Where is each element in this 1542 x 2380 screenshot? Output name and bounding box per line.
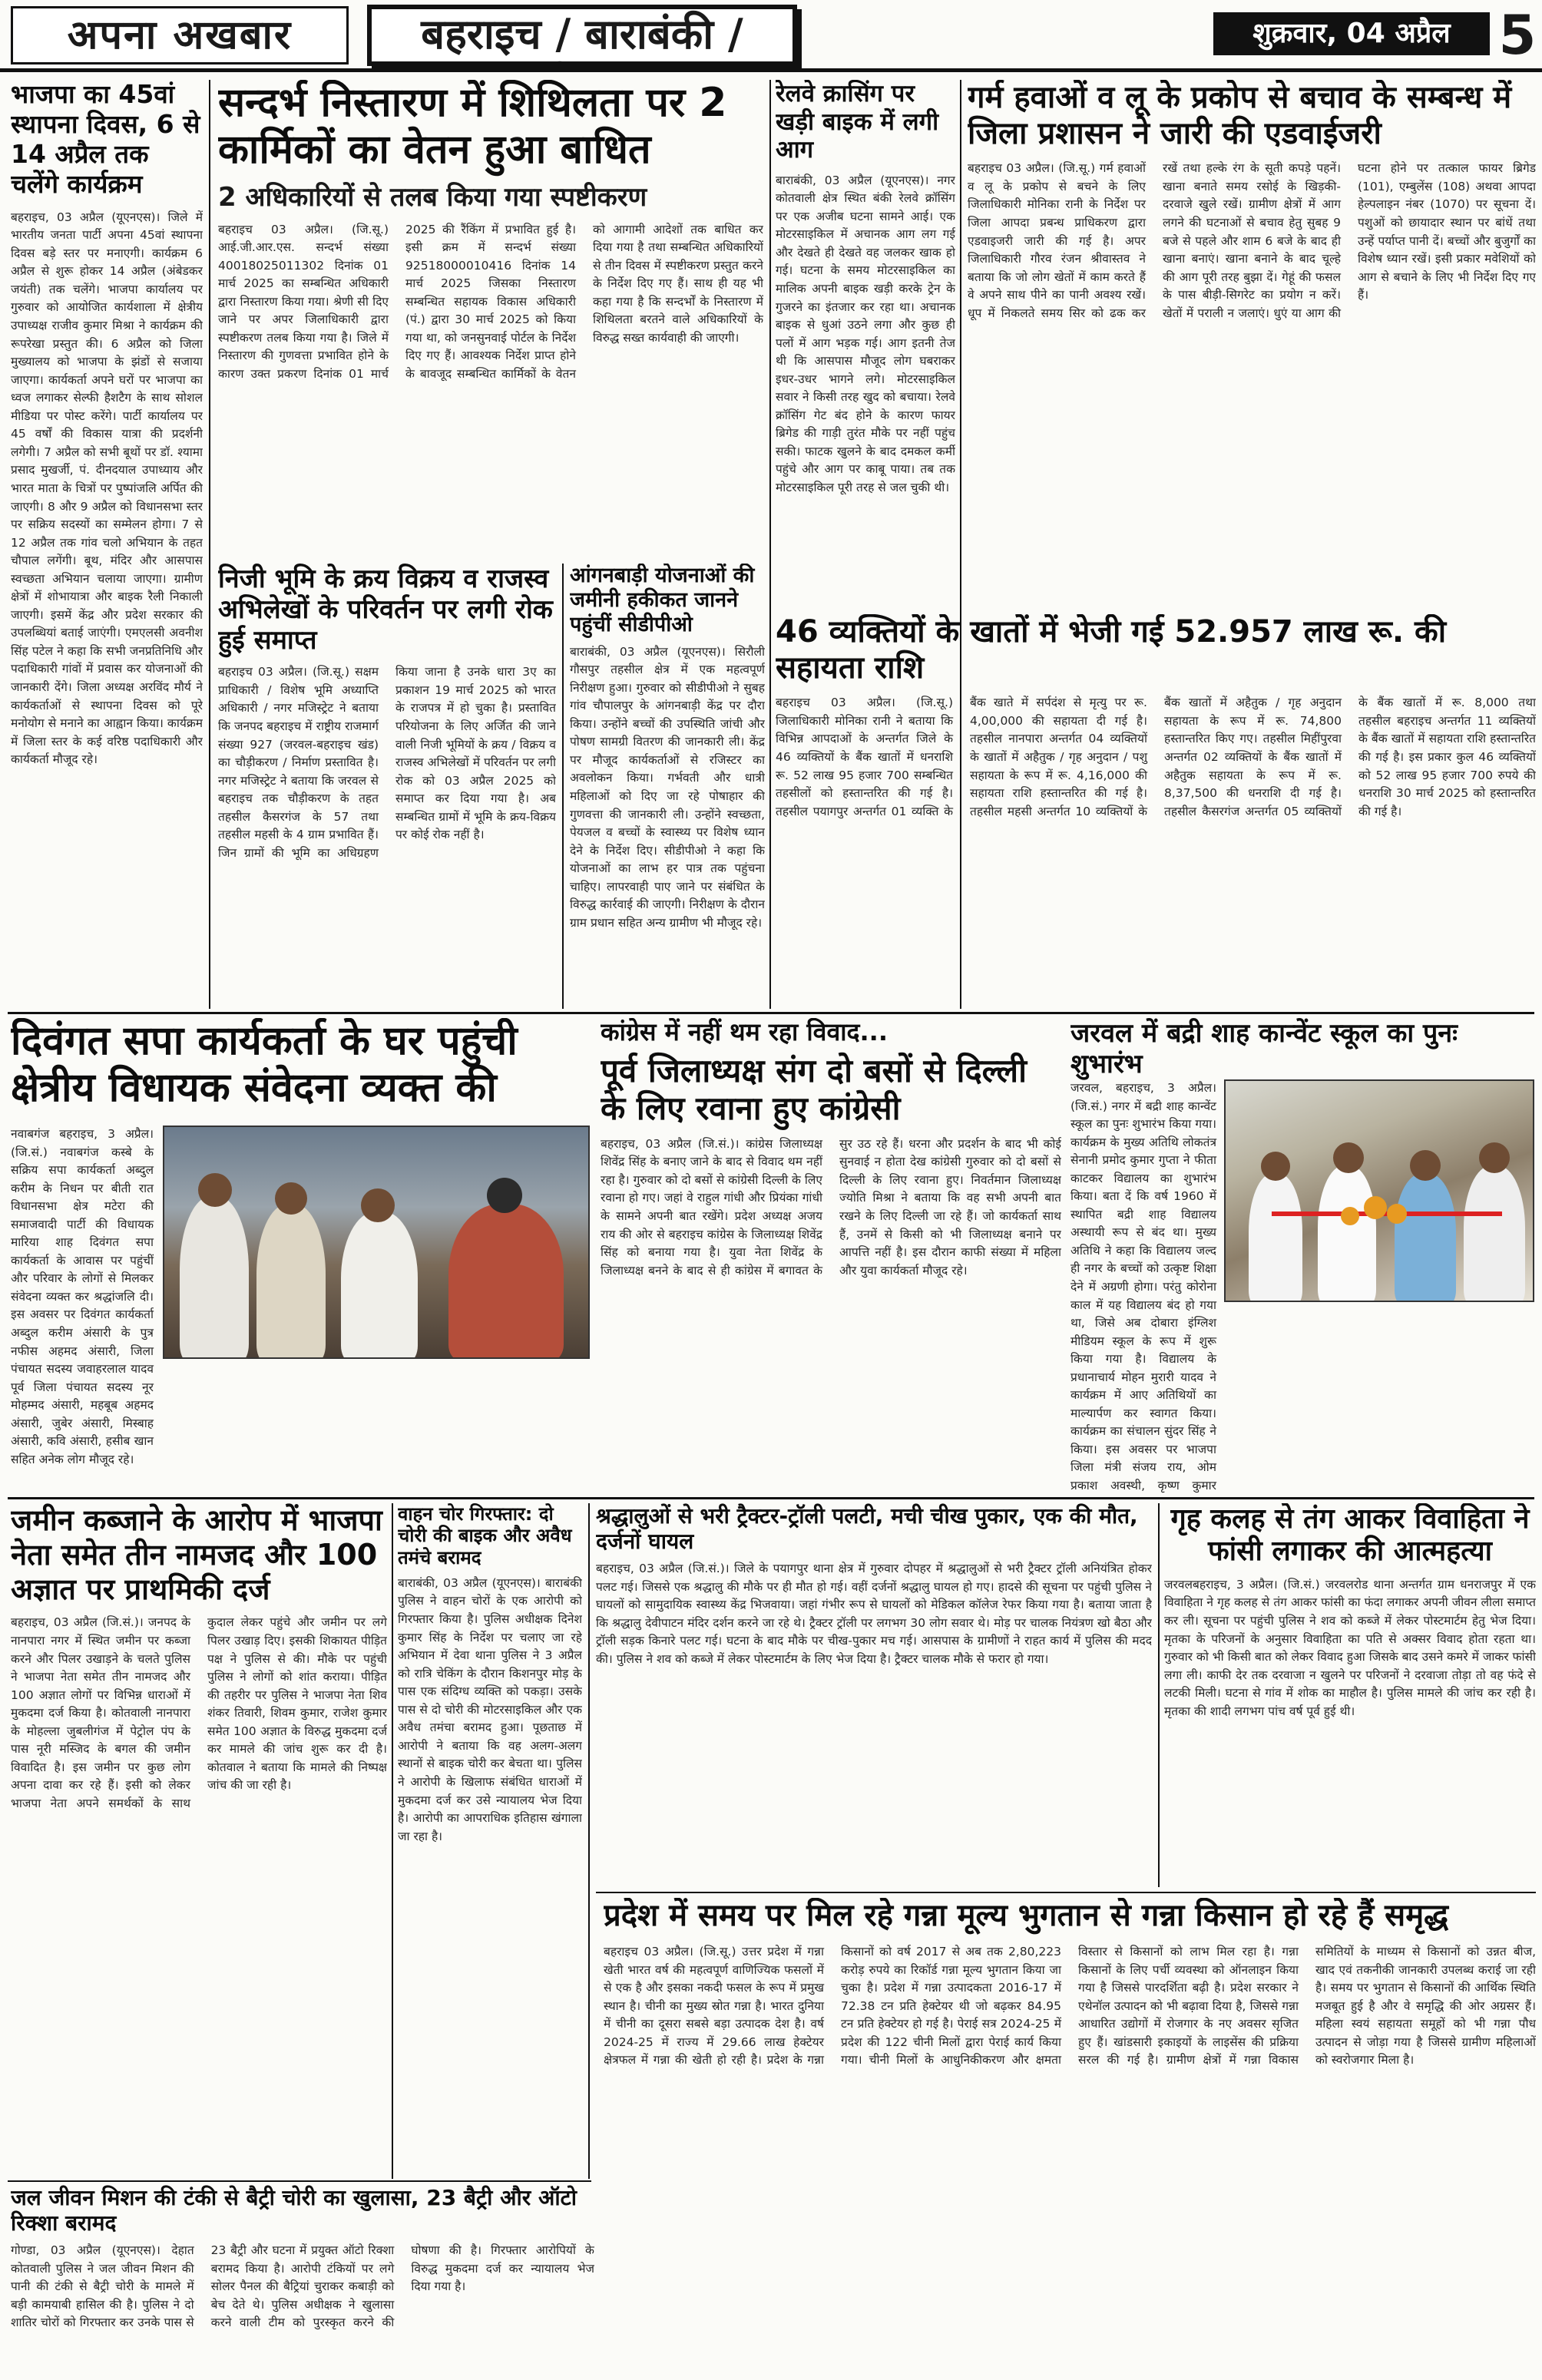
article-body: बाराबंकी, 03 अप्रैल (यूएनएस)। बाराबंकी पुलिस ने वाहन चोरों के एक आरोपी को गिरफ्तार किया है। पुलिस अधीक्षक दिनेश कुमार सिंह के निर्देश पर चलाए जा रहे अभियान में देवा थाना पुलिस ने 3 अप्रैल को रात्रि चेकिंग के दौरान किशनपुर मोड़ के पास एक संदिग्ध व्यक्ति को पकड़ा। उसके पास से दो चोरी की मोटरसाइकिल और एक अवैध तमंचा बरामद हुआ। पूछताछ में आरोपी ने बताया कि वह अलग-अलग स्थानों से बाइक चोरी कर बेचता था। पुलिस ने आरोपी के खिलाफ संबंधित धाराओं में मुकदमा दर्ज कर उसे न्यायालय भेज दिया है। आरोपी का आपराधिक इतिहास खंगाला जा रहा है। xyxy=(398,1575,582,1843)
article-body: बहराइच, 03 अप्रैल (जि.सं.)। जनपद के नानपारा नगर में स्थित जमीन पर कब्जा करने और पिलर उखाड़ने के चलते पुलिस ने भाजपा नेता समेत तीन नामजद और 100 अज्ञात लोगों पर विभिन्न धाराओं में मुकदमा दर्ज किया है। कोतवाली नानपारा के मोहल्ला जुबलीगंज में पेट्रोल पंप के पास नूरी मस्जिद के बगल की जमीन विवादित है। इस जमीन पर कुछ लोग अपना दावा कर रहे हैं। इसी को लेकर भाजपा नेता अपने समर्थकों के साथ कुदाल लेकर पहुंचे और जमीन पर लगे पिलर उखाड़ दिए। इसकी शिकायत पीड़ित पक्ष ने पुलिस से की। मौके पर पहुंची पुलिस ने लोगों को शांत कराया। पीड़ित की तहरीर पर पुलिस ने भाजपा नेता शिव शंकर तिवारी, शिवम कुमार, राजेश कुमार समेत 100 अज्ञात के विरुद्ध मुकदमा दर्ज कर मामले की जांच शुरू कर दी है। कोतवाल ने बताया कि मामले की निष्पक्ष जांच की जा रही है। xyxy=(11,1615,387,1810)
article-body: बहराइच, 03 अप्रैल (यूएनएस)। जिले में भारतीय जनता पार्टी अपना 45वां स्थापना दिवस बड़े स्तर पर मनाएगी। कार्यक्रम 6 अप्रैल से शुरू होकर 14 अप्रैल (अंबेडकर जयंती) तक चलेंगे। भाजपा कार्यालय पर गुरुवार को आयोजित कार्यशाला में क्षेत्रीय उपाध्यक्ष राजीव कुमार मिश्रा ने कार्यक्रम की रूपरेखा प्रस्तुत की। 6 अप्रैल को जिला मुख्यालय को भाजपा के झंडों से सजाया जाएगा। कार्यकर्ता अपने घरों पर भाजपा का ध्वज लगाकर सेल्फी हैशटैग के साथ सोशल मीडिया पर पोस्ट करेंगे। पार्टी कार्यालय पर 45 वर्षों की विकास यात्रा की प्रदर्शनी लगेगी। 7 अप्रैल को सभी बूथों पर डॉ. श्यामा प्रसाद मुखर्जी, पं. दीनदयाल उपाध्याय और भारत माता के चित्रों पर पुष्पांजलि अर्पित की जाएगी। 8 और 9 अप्रैल को विधानसभा स्तर पर सक्रिय सदस्यों का सम्मेलन होगा। 7 से 12 अप्रैल तक गांव चलो अभियान के तहत चौपाल लगेंगी। बूथ, मंदिर और आसपास स्वच्छता अभियान चलाया जाएगा। ग्रामीण क्षेत्रों में शोभायात्रा और बाइक रैली निकाली जाएगी। इसमें केंद्र और प्रदेश सरकार की उपलब्धियां बताई जाएंगी। एमएलसी अवनीश सिंह पटेल ने कहा कि सभी जनप्रतिनिधि और पदाधिकारी गांवों में प्रवास कर योजनाओं की जानकारी देंगे। जिला अध्यक्ष अरविंद मौर्य ने कार्यकर्ताओं से स्थापना दिवस को पूरे मनोयोग से मनाने का आह्वान किया। कार्यक्रम में जिला स्तर के कई वरिष्ठ पदाधिकारी और कार्यकर्ता मौजूद रहे। xyxy=(11,210,203,767)
headline: भाजपा का 45वां स्थापना दिवस, 6 से 14 अप्रैल तक चलेंगे कार्यक्रम xyxy=(11,80,200,199)
masthead xyxy=(0,0,1542,72)
column-rule xyxy=(562,564,564,1009)
heat-story xyxy=(968,80,1536,617)
land-grab-story xyxy=(11,1503,387,2179)
kicker: कांग्रेस में नहीं थम रहा विवाद... xyxy=(601,1018,888,1046)
battery-story xyxy=(11,2185,594,2377)
headline: प्रदेश में समय पर मिल रहे गन्ना मूल्य भुगतान से गन्ना किसान हो रहे हैं समृद्ध xyxy=(604,1898,1449,1933)
headline: निजी भूमि के क्रय विक्रय व राजस्व अभिलेखों के परिवर्तन पर लगी रोक हुई समाप्त xyxy=(218,564,553,656)
article-body: गोण्डा, 03 अप्रैल (यूएनएस)। देहात कोतवाली पुलिस ने जल जीवन मिशन की पानी की टंकी से बैट्री चोरी के मामले में बड़ी कामयाबी हासिल की है। पुलिस ने दो शातिर चोरों को गिरफ्तार कर उनके पास से 23 बैट्री और घटना में प्रयुक्त ऑटो रिक्शा बरामद किया है। आरोपी टंकियों पर लगे सोलर पैनल की बैट्रियां चुराकर कबाड़ी को बेच देते थे। पुलिस अधीक्षक ने खुलासा करने वाली टीम को पुरस्कृत करने की घोषणा की है। गिरफ्तार आरोपियों के विरुद्ध मुकदमा दर्ज कर न्यायालय भेज दिया गया है। xyxy=(11,2243,594,2330)
article-body: बहराइच, 03 अप्रैल (जि.सं.)। कांग्रेस जिलाध्यक्ष शिवेंद्र सिंह के बनाए जाने के बाद से विवाद थम नहीं रहा है। गुरुवार को दो बसों से कांग्रेसी दिल्ली के लिए रवाना हो गए। जहां वे राहुल गांधी और प्रियंका गांधी के सामने अपनी बात रखेंगे। प्रदेश अध्यक्ष अजय राय की ओर से बहराइच कांग्रेस के जिलाध्यक्ष शिवेंद्र सिंह को बनाया गया है। युवा नेता शिवेंद्र के जिलाध्यक्ष बनने के बाद से ही कांग्रेस में बगावत के सुर उठ रहे हैं। धरना और प्रदर्शन के बाद भी कोई सुनवाई न होता देख कांग्रेसी गुरुवार को दो बसों से दिल्ली के लिए रवाना हुए। निवर्तमान जिलाध्यक्ष ज्योति मिश्रा ने बताया कि वह सभी अपनी बात रखने के लिए दिल्ली जा रहे हैं। जो कार्यकर्ता साथ हैं, उनमें से किसी को भी जिलाध्यक्ष बनाने पर आपत्ति नहीं है। इस दौरान काफी संख्या में महिला और युवा कार्यकर्ता मौजूद रहे। xyxy=(601,1136,1061,1278)
sugarcane-story xyxy=(604,1898,1536,2377)
headline: आंगनबाड़ी योजनाओं की जमीनी हकीकत जानने पहुंचीं सीडीपीओ xyxy=(570,564,755,636)
column-rule xyxy=(769,80,771,1009)
salary-story xyxy=(218,80,763,556)
section-divider xyxy=(8,1012,1534,1014)
headline: जल जीवन मिशन की टंकी से बैट्री चोरी का खुलासा, 23 बैट्री और ऑटो रिक्शा बरामद xyxy=(11,2185,577,2236)
article-body: जरवलबहराइच, 3 अप्रैल। (जि.सं.) जरवलरोड थाना अन्तर्गत ग्राम धनराजपुर में एक विवाहिता ने गृह कलह से तंग आकर फांसी का फंदा लगाकर अपनी जीवन लीला समाप्त कर ली। सूचना पर पहुंची पुलिस ने शव को कब्जे में लेकर पोस्टमार्टम हेतु भेज दिया। मृतका के परिजनों के अनुसार विवाहिता का पति से अक्सर विवाद होता रहता था। गुरुवार को भी किसी बात को लेकर विवाद हुआ जिसके बाद उसने कमरे में जाकर फांसी लगा ली। काफी देर तक दरवाजा न खुलने पर परिजनों ने दरवाजा तोड़ा तो वह फंदे से लटकी मिली। घटना से गांव में शोक का माहौल है। पुलिस मामले की जांच कर रही है। मृतका की शादी लगभग पांच वर्ष पूर्व हुई थी। xyxy=(1164,1577,1536,1718)
headline: श्रद्धालुओं से भरी ट्रैक्टर-ट्रॉली पलटी, मची चीख पुकार, एक की मौत, दर्जनों घायल xyxy=(596,1503,1138,1555)
headline: वाहन चोर गिरफ्तार: दो चोरी की बाइक और अवैध तमंचे बरामद xyxy=(398,1503,572,1568)
section-divider xyxy=(596,1892,1536,1893)
article-body: बहराइच 03 अप्रैल। (जि.सू.) जिलाधिकारी मोनिका रानी ने बताया कि विभिन्न आपदाओं के अन्तर्गत जिले के 46 व्यक्तियों के बैंक खातों में धनराशि रू. 52 लाख 95 हजार 700 सम्बन्धित तहसीलों को हस्तान्तरित की गई है। तहसील पयागपुर अन्तर्गत 01 व्यक्ति के बैंक खाते में सर्पदंश से मृत्यु पर रू. 4,00,000 की सहायता दी गई है। तहसील नानपारा अन्तर्गत 04 व्यक्तियों के खातों में अहैतुक / गृह अनुदान / पशु सहायता के रूप में रू. 4,16,000 की सहायता राशि हस्तान्तरित की गई है। तहसील महसी अन्तर्गत 10 व्यक्तियों के बैंक खातों में अहैतुक / गृह अनुदान सहायता के रूप में रू. 74,800 हस्तान्तरित किए गए। तहसील मिहींपुरवा अन्तर्गत 02 व्यक्तियों के बैंक खातों में अहैतुक सहायता के रूप में रू. 8,37,500 की धनराशि दी गई है। तहसील कैसरगंज अन्तर्गत 05 व्यक्तियों के बैंक खातों में रू. 8,000 तथा तहसील बहराइच अन्तर्गत 11 व्यक्तियों के बैंक खातों में सहायता राशि हस्तान्तरित की गई है। इस प्रकार कुल 46 व्यक्तियों को 52 लाख 95 हजार 700 रुपये की धनराशि 30 मार्च 2025 को हस्तान्तरित की गई है। xyxy=(776,696,1536,818)
rail-story xyxy=(776,80,955,663)
congress-story xyxy=(601,1018,1061,1494)
suicide-story xyxy=(1164,1503,1536,1887)
headline: दिवंगत सपा कार्यकर्ता के घर पहुंची क्षेत्रीय विधायक संवेदना व्यक्त की xyxy=(11,1018,518,1112)
column-rule xyxy=(1158,1503,1160,1887)
article-body-intro: नवाबगंज बहराइच, 3 अप्रैल। (जि.सं.) नवाबगंज कस्बे के सक्रिय सपा कार्यकर्ता अब्दुल करीम के निधन पर बीती रात विधानसभा क्षेत्र मटेरा की समाजवादी पार्टी की विधायक मारिया शाह दिवंगत सपा कार्यकर्ता के आवास पर पहुंचीं और परिवार के लोगों से मिलकर संवेदना व्यक्त कर श्रद्धांजलि दी। इस अवसर पर दिवंगत कार्यकर्ता अब्दुल करीम अंसारी के पुत्र नफीस अहमद अंसारी, जिला पंचायत सदस्य जवाहरलाल यादव पूर्व जिला पंचायत सदस्य नूर मोहम्मद अंसारी, महबूब अहमद अंसारी, जुबेर अंसारी, मिस्बाह अंसारी, कवि अंसारी, हसीब खान सहित अनेक लोग मौजूद रहे। xyxy=(11,1127,154,1466)
subheadline: 2 अधिकारियों से तलब किया गया स्पष्टीकरण xyxy=(218,181,647,213)
headline: जमीन कब्जाने के आरोप में भाजपा नेता समेत तीन नामजद और 100 अज्ञात पर प्राथमिकी दर्ज xyxy=(11,1503,382,1606)
article-body: बहराइच 03 अप्रैल। (जि.सू.) गर्म हवाओं व लू के प्रकोप से बचने के लिए जिलाधिकारी मोनिका रानी के निर्देश पर जिला आपदा प्रबन्ध प्राधिकरण द्वारा एडवाइजरी जारी की गई है। अपर जिलाधिकारी गौरव रंजन श्रीवास्तव ने बताया कि जो लोग खेतों में काम करते हैं वे अपने साथ पीने का पानी अवश्य रखें। धूप में निकलते समय सिर को ढक कर रखें तथा हल्के रंग के सूती कपड़े पहनें। खाना बनाते समय रसोई के खिड़की-दरवाजे खुले रखें। ग्रामीण क्षेत्रों में आग लगने की घटनाओं से बचाव हेतु सुबह 9 बजे से पहले और शाम 6 बजे के बाद ही खाना बनाएं। खाना बनाने के बाद चूल्हे की आग पूरी तरह बुझा दें। गेहूं की फसल के पास बीड़ी-सिगरेट का प्रयोग न करें। खेतों में पराली न जलाएं। धुएं या आग की घटना होने पर तत्काल फायर ब्रिगेड (101), एम्बुलेंस (108) अथवा आपदा हेल्पलाइन नंबर (1070) पर सूचना दें। पशुओं को छायादार स्थान पर बांधें तथा उन्हें पर्याप्त पानी दें। बच्चों और बुजुर्गों का विशेष ध्यान रखें। इसी प्रकार मवेशियों को आग से बचाने के लिए भी निर्देश दिए गए हैं। xyxy=(968,161,1536,320)
tractor-story xyxy=(596,1503,1152,1887)
headline: पूर्व जिलाध्यक्ष संग दो बसों से दिल्ली के लिए रवाना हुए कांग्रेसी xyxy=(601,1051,1027,1128)
edition-label: बहराइच / बाराबंकी / xyxy=(367,5,797,66)
anganwadi-story xyxy=(570,564,765,1009)
article-body: बहराइच, 03 अप्रैल (जि.सं.)। जिले के पयागपुर थाना क्षेत्र में गुरुवार दोपहर में श्रद्धालुओं से भरी ट्रैक्टर ट्रॉली अनियंत्रित होकर पलट गई। जिससे एक श्रद्धालु की मौके पर ही मौत हो गई। वहीं दर्जनों श्रद्धालु घायल हो गए। हादसे की सूचना पर पहुंची पुलिस ने घायलों को सामुदायिक स्वास्थ्य केंद्र भिजवाया। जहां गंभीर रूप से घायलों को मेडिकल कॉलेज रेफर किया गया है। बताया जाता है कि श्रद्धालु देवीपाटन मंदिर दर्शन करने जा रहे थे। ट्रैक्टर ट्रॉली पर लगभग 30 लोग सवार थे। मोड़ पर चालक नियंत्रण खो बैठा और ट्रॉली सड़क किनारे पलट गई। घटना के बाद मौके पर चीख-पुकार मच गई। आसपास के ग्रामीणों ने राहत कार्य में पुलिस की मदद की। पुलिस ने शव को कब्जे में लेकर पोस्टमार्टम के लिए भेज दिया है। ट्रैक्टर चालक मौके से फरार हो गया। xyxy=(596,1562,1152,1666)
article-body: बहराइच 03 अप्रैल। (जि.सू.) उत्तर प्रदेश में गन्ना खेती भारत वर्ष की महत्वपूर्ण वाणिज्यिक फसलों में से एक है और इसका नकदी फसल के रूप में प्रमुख स्थान है। चीनी का मुख्य स्रोत गन्ना है। भारत दुनिया में चीनी का दूसरा सबसे बड़ा उत्पादक देश है। वर्ष 2024-25 में राज्य में 29.66 लाख हेक्टेयर क्षेत्रफल में गन्ना की खेती हो रही है। प्रदेश के गन्ना किसानों को वर्ष 2017 से अब तक 2,80,223 करोड़ रुपये का रिकॉर्ड गन्ना मूल्य भुगतान किया जा चुका है। प्रदेश में गन्ना उत्पादकता 2016-17 में 72.38 टन प्रति हेक्टेयर थी जो बढ़कर 84.95 टन प्रति हेक्टेयर हो गई है। पेराई सत्र 2024-25 में प्रदेश की 122 चीनी मिलों द्वारा पेराई कार्य किया गया। चीनी मिलों के आधुनिकीकरण और क्षमता विस्तार से किसानों को लाभ मिल रहा है। गन्ना किसानों के लिए पर्ची व्यवस्था को ऑनलाइन किया गया है जिससे पारदर्शिता बढ़ी है। प्रदेश सरकार ने एथेनॉल उत्पादन को भी बढ़ावा दिया है, जिससे गन्ना आधारित उद्योगों में रोजगार के नए अवसर सृजित हुए हैं। खांडसारी इकाइयों के लाइसेंस की प्रक्रिया सरल की गई है। ग्रामीण क्षेत्रों में गन्ना विकास समितियों के माध्यम से किसानों को उन्नत बीज, खाद एवं तकनीकी जानकारी उपलब्ध कराई जा रही है। समय पर भुगतान से किसानों की आर्थिक स्थिति मजबूत हुई है और वे समृद्धि की ओर अग्रसर हैं। महिला स्वयं सहायता समूहों को भी गन्ना पौध उत्पादन से जोड़ा गया है जिससे ग्रामीण महिलाओं को स्वरोजगार मिला है। xyxy=(604,1945,1536,2068)
article-body: बाराबंकी, 03 अप्रैल (यूएनएस)। सिरौली गौसपुर तहसील क्षेत्र में एक महत्वपूर्ण निरीक्षण हुआ। गुरुवार को सीडीपीओ ने सुबह गांव चौपालपुर के आंगनबाड़ी केंद्र पर दौरा किया। उन्होंने बच्चों की उपस्थिति जांची और पोषण सामग्री वितरण की जानकारी ली। केंद्र पर मौजूद कार्यकर्ताओं से रजिस्टर का अवलोकन किया। गर्भवती और धात्री महिलाओं को दिए जा रहे पोषाहार की गुणवत्ता की जानकारी ली। उन्होंने स्वच्छता, पेयजल व बच्चों के स्वास्थ्य पर विशेष ध्यान देने के निर्देश दिए। सीडीपीओ ने कहा कि योजनाओं का लाभ हर पात्र तक पहुंचना चाहिए। लापरवाही पाए जाने पर संबंधित के विरुद्ध कार्रवाई की जाएगी। निरीक्षण के दौरान ग्राम प्रधान सहित अन्य ग्रामीण भी मौजूद रहे। xyxy=(570,644,765,930)
article-body: बहराइच 03 अप्रैल। (जि.सू.) सक्षम प्राधिकारी / विशेष भूमि अध्याप्ति अधिकारी / नगर मजिस्ट्रेट ने बताया कि जनपद बहराइच में राष्ट्रीय राजमार्ग संख्या 927 (जरवल-बहराइच खंड) का चौड़ीकरण / निर्माण प्रस्तावित है। नगर मजिस्ट्रेट ने बताया कि जरवल से बहराइच तक चौड़ीकरण के तहत तहसील कैसरगंज के 57 तथा तहसील महसी के 4 ग्राम प्रभावित हैं। जिन ग्रामों की भूमि का अधिग्रहण किया जाना है उनके धारा 3ए का प्रकाशन 19 मार्च 2025 को भारत के राजपत्र में हो चुका है। प्रस्तावित परियोजना के लिए अर्जित की जाने वाली निजी भूमियों के क्रय / विक्रय व राजस्व अभिलेखों में परिवर्तन पर लगी रोक को 03 अप्रैल 2025 को समाप्त कर दिया गया है। अब सम्बन्धित ग्रामों में भूमि के क्रय-विक्रय पर कोई रोक नहीं है। xyxy=(218,665,556,860)
article-body: बाराबंकी, 03 अप्रैल (यूएनएस)। नगर कोतवाली क्षेत्र स्थित बंकी रेलवे क्रॉसिंग पर एक अजीब घटना सामने आई। एक मोटरसाइकिल में अचानक आग लग गई और देखते ही देखते वह जलकर खाक हो गई। घटना के समय मोटरसाइकिल का मालिक अपनी बाइक खड़ी करके ट्रेन के गुजरने का इंतजार कर रहा था। अचानक बाइक से धुआं उठने लगा और कुछ ही पलों में आग भड़क गई। आग इतनी तेज थी कि आसपास मौजूद लोग घबराकर इधर-उधर भागने लगे। मोटरसाइकिल सवार ने किसी तरह खुद को बचाया। रेलवे क्रॉसिंग गेट बंद होने के कारण फायर ब्रिगेड की गाड़ी तुरंत मौके पर नहीं पहुंच सकी। फाटक खुलने के बाद दमकल कर्मी पहुंचे और आग पर काबू पाया। तब तक मोटरसाइकिल पूरी तरह से जल चुकी थी। xyxy=(776,173,955,495)
school-story xyxy=(1070,1018,1536,1494)
column-rule xyxy=(588,1503,590,2179)
date-label: शुक्रवार, 04 अप्रैल xyxy=(1213,12,1490,55)
headline: गृह कलह से तंग आकर विवाहिता ने फांसी लगाकर की आत्महत्या xyxy=(1170,1503,1530,1568)
column-rule xyxy=(209,80,210,1009)
sp-story xyxy=(11,1018,591,1494)
headline: सन्दर्भ निस्तारण में शिथिलता पर 2 कार्मिकों का वेतन हुआ बाधित xyxy=(218,80,727,174)
article-body-intro: जरवल, बहराइच, 3 अप्रैल। (जि.सं.) नगर में बद्री शाह कान्वेंट स्कूल का पुनः शुभारंभ किया गया। कार्यक्रम के मुख्य अतिथि लोकतंत्र सेनानी प्रमोद कुमार गुप्ता ने फीता काटकर विद्यालय का शुभारंभ किया। बता दें कि वर्ष 1960 में स्थापित बद्री शाह विद्यालय अस्थायी रूप से बंद था। मुख्य अतिथि ने कहा कि विद्यालय जल्द ही नगर के बच्चों को उत्कृष्ट शिक्षा देने में अग्रणी होगा। परंतु कोरोना काल में यह विद्यालय बंद हो गया था, जिसे अब दोबारा इंग्लिश मीडियम स्कूल के रूप में शुरू किया गया है। विद्यालय के प्रधानाचार्य मोहन मुरारी यादव ने कार्यक्रम में आए अतिथियों का माल्यार्पण कर स्वागत किया। कार्यक्रम का संचालन सुंदर सिंह ने किया। इस अवसर पर भाजपा जिला मंत्री संजय राय, ओम प्रकाश अवस्थी, कृष्ण कुमार xyxy=(1070,1081,1216,1493)
headline: जरवल में बद्री शाह कान्वेंट स्कूल का पुनः शुभारंभ xyxy=(1070,1018,1458,1080)
land-story xyxy=(218,564,556,1009)
section-divider xyxy=(8,1497,1534,1499)
headline: रेलवे क्रासिंग पर खड़ी बाइक में लगी आग xyxy=(776,80,939,164)
column-rule xyxy=(392,1503,393,2179)
article-body: बहराइच 03 अप्रैल। (जि.सू.) आई.जी.आर.एस. सन्दर्भ संख्या 40018025011302 दिनांक 01 मार्च 2025 का सम्बन्धित अधिकारी द्वारा निस्तारण किया गया। श्रेणी सी दिए जाने पर अपर जिलाधिकारी द्वारा स्पष्टीकरण तलब किया गया है। जिले में निस्तारण की गुणवत्ता प्रभावित होने के कारण उक्त प्रकरण दिनांक 01 मार्च 2025 की रैंकिंग में प्रभावित हुई है। इसी क्रम में सन्दर्भ संख्या 92518000010416 दिनांक 14 मार्च 2025 जिसका निस्तारण सम्बन्धित सहायक विकास अधिकारी (पं.) द्वारा 30 मार्च 2025 को किया गया था, को जनसुनवाई पोर्टल के निर्देश दिए गए हैं। आवश्यक निर्देश प्राप्त होने के बावजूद सम्बन्धित कार्मिकों के वेतन को आगामी आदेशों तक बाधित कर दिया गया है तथा सम्बन्धित अधिकारियों से तीन दिवस में स्पष्टीकरण प्रस्तुत करने के निर्देश दिए गए हैं। साथ ही यह भी कहा गया है कि सन्दर्भों के निस्तारण में शिथिलता बरतने वाले अधिकारियों के विरुद्ध सख्त कार्यवाही की जाएगी। xyxy=(218,222,763,381)
bjp-story xyxy=(11,80,203,1009)
section-divider xyxy=(8,2180,591,2182)
news-photo xyxy=(163,1126,590,1359)
theft-story xyxy=(398,1503,582,2179)
paper-name: अपना अखबार xyxy=(11,6,349,64)
headline: 46 व्यक्तियों के खातों में भेजी गई 52.957 लाख रू. की सहायता राशि xyxy=(776,614,1447,686)
aid-story xyxy=(776,614,1536,1006)
news-photo xyxy=(1224,1079,1534,1302)
headline: गर्म हवाओं व लू के प्रकोप से बचाव के सम्बन्ध में जिला प्रशासन ने जारी की एडवाईजरी xyxy=(968,80,1512,152)
page-number: 5 xyxy=(1498,5,1537,66)
